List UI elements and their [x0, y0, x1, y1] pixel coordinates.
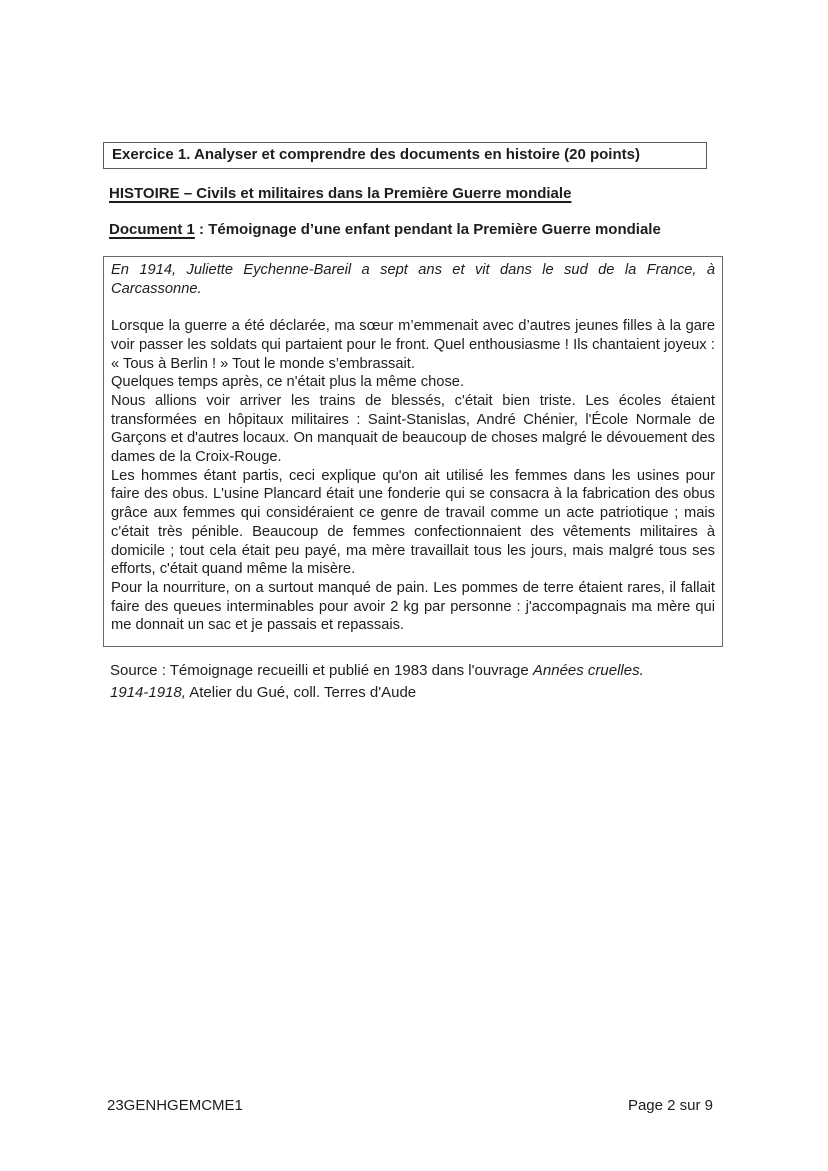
document-title: : Témoignage d’une enfant pendant la Première Guerre mondiale [199, 221, 661, 238]
subject-heading: HISTOIRE – Civils et militaires dans la Première Guerre mondiale [109, 185, 572, 202]
testimony-paragraph: Nous allions voir arriver les trains de blessés, c'était bien triste. Les écoles étaient transformées en hôpitaux militaires : Saint-Stanislas, André Chénier, l'École Normale de Garçons et d'autres locaux. On manquait de beaucoup de choses malgré le dévouement des dames de la Croix-Rouge. [111, 392, 715, 466]
testimony-box [103, 256, 723, 647]
testimony-paragraph: Lorsque la guerre a été déclarée, ma sœur m’emmenait avec d’autres jeunes filles à la gare voir passer les soldats qui partaient pour le front. Quel enthousiasme ! Ils chantaient joyeux : « Tous à Berlin ! » Tout le monde s’embrassait. [111, 318, 715, 372]
testimony-paragraph: Les hommes étant partis, ceci explique qu'on ait utilisé les femmes dans les usines pour faire des obus. L'usine Plancard était une fonderie qui se consacra à la fabrication des obus grâce aux femmes qui considéraient ce genre de travail comme un acte patriotique ; mais c'était très pénible. Beaucoup de femmes confectionnaient des vêtements militaires à domicile ; tout cela était peu payé, ma mère travaillait tous les jours, mais malgré tous ses efforts, c'était quand même la misère. [111, 467, 715, 578]
source-work-title: Années cruelles. [532, 662, 644, 679]
document-label: Document 1 [109, 221, 195, 238]
footer-page-indicator: Page 2 sur 9 [627, 1097, 713, 1114]
testimony-intro: En 1914, Juliette Eychenne-Bareil a sept ans et vit dans le sud de la France, à Carcassonne. [111, 262, 715, 297]
document-heading [109, 221, 661, 238]
exercise-title-box [103, 142, 707, 169]
source-work-title-dates: 1914-1918, [110, 684, 186, 701]
exercise-title: Exercice 1. Analyser et comprendre des documents en histoire (20 points) [112, 146, 640, 163]
testimony-paragraph: Quelques temps après, ce n'était plus la même chose. [111, 374, 465, 391]
source-citation [110, 660, 710, 704]
source-text: Source : Témoignage recueilli et publié en 1983 dans l'ouvrage [110, 662, 533, 679]
testimony-paragraph: Pour la nourriture, on a surtout manqué de pain. Les pommes de terre étaient rares, il fallait faire des queues interminables pour avoir 2 kg par personne : j'accompagnais ma mère qui me donnait un sac et je passais et repassais. [111, 579, 715, 634]
footer-reference: 23GENHGEMCME1 [107, 1097, 243, 1114]
source-publisher: Atelier du Gué, coll. Terres d'Aude [189, 684, 417, 701]
